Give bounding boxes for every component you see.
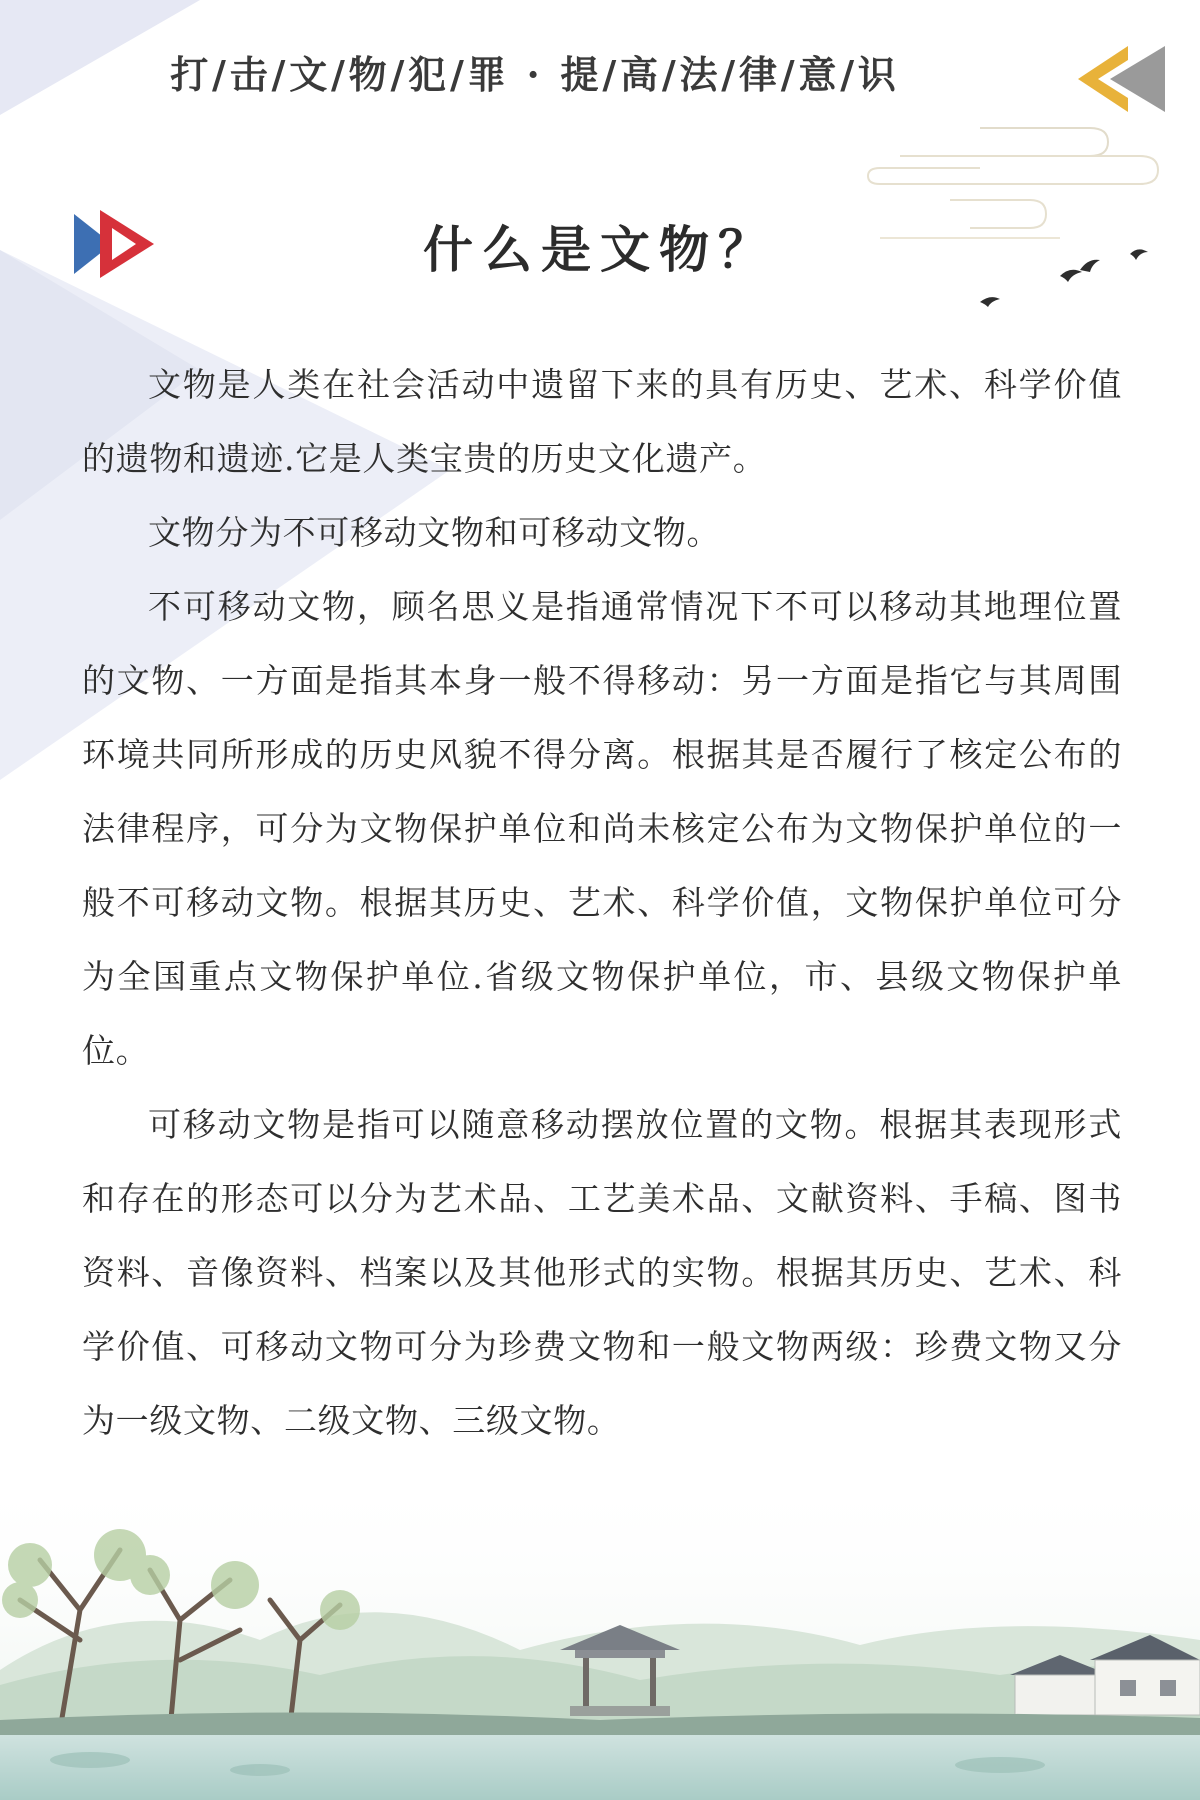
article-body (82, 348, 1122, 1458)
paragraph-definition: 文物是人类在社会活动中遗留下来的具有历史、艺术、科学价值的遗物和遗迹.它是人类宝贵的历史文化遗产。 (82, 365, 1122, 478)
landscape-illustration (0, 1470, 1200, 1800)
page-title: 什么是文物？ (423, 220, 777, 279)
top-banner (0, 44, 1200, 99)
double-back-arrow-icon (1070, 44, 1170, 114)
paragraph-movable: 可移动文物是指可以随意移动摆放位置的文物。根据其表现形式和存在的形态可以分为艺术品、工艺美术品、文献资料、手稿、图书资料、音像资料、档案以及其他形式的实物。根据其历史、艺术、科学价值、可移动文物可分为珍费文物和一般文物两级：珍费文物又分为一级文物、二级文物、三级文物。 (82, 1105, 1122, 1440)
slogan: 打/击/文/物/犯/罪 · 提/高/法/律/意/识 (170, 52, 900, 97)
paragraph-categories: 文物分为不可移动文物和可移动文物。 (148, 513, 721, 552)
paragraph-immovable: 不可移动文物，顾名思义是指通常情况下不可以移动其地理位置的文物、一方面是指其本身一般不得移动：另一方面是指它与其周围环境共同所形成的历史风貌不得分离。根据其是否履行了核定公布的法律程序，可分为文物保护单位和尚未核定公布为文物保护单位的一般不可移动文物。根据其历史、艺术、科学价值，文物保护单位可分为全国重点文物保护单位.省级文物保护单位，市、县级文物保护单位。 (82, 587, 1122, 1070)
